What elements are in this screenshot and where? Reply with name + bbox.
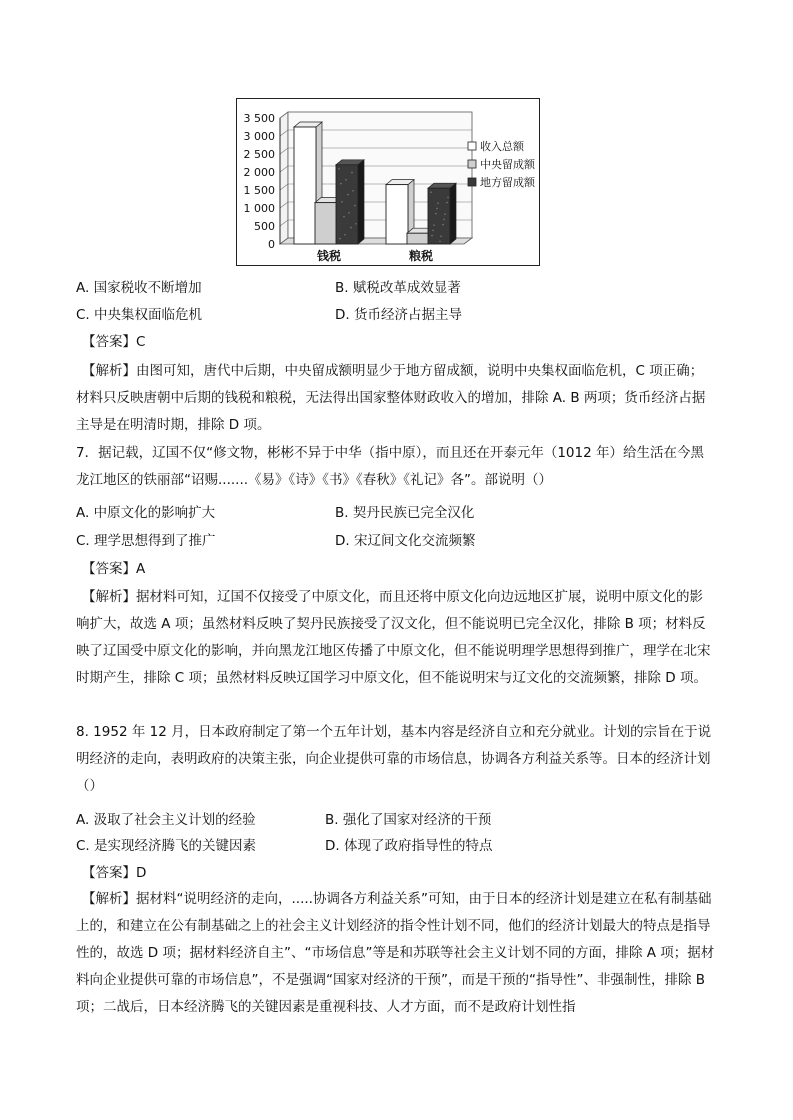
bar-texture-dot [352,190,354,192]
bar-texture-dot [344,234,346,236]
bar-texture-dot [431,235,433,237]
y-tick-label: 3 500 [243,112,275,125]
q6-answer: 【答案】C [82,334,146,350]
bar-0-0 [294,127,316,244]
bar-texture-dot [442,224,444,226]
q7-option-a: A. 中原文化的影响扩大 [76,505,216,521]
q6-option-c: C. 中央集权面临危机 [76,307,203,323]
bar-texture-dot [435,213,437,215]
q6-option-b: B. 赋税改革成效显著 [335,280,461,296]
q6-option-d: D. 货币经济占据主导 [335,307,462,323]
q7-stem: 7．据记载，辽国不仅“修文物，彬彬不异于中华（指中原），而且还在开泰元年（1012 年）给生活在今黑龙江地区的铁丽部“诏赐.......《易》《诗》《书》《春秋》《礼记》各”。部说明（） [76,445,704,488]
bar-texture-dot [354,205,356,207]
q6-analysis: 【解析】由图可知，唐代中后期，中央留成额明显少于地方留成额，说明中央集权面临危机，C 项正确；材料只反映唐朝中后期的钱税和粮税，无法得出国家整体财政收入的增加，排除 A. B 两项；货币经济占据主导是在明清时期，排除 D 项。 [76,363,706,433]
q7-option-c: C. 理学思想得到了推广 [76,533,216,549]
y-tick-label: 2 500 [243,148,275,161]
bar-texture-dot [444,213,446,215]
bar-texture-dot [439,241,441,243]
bar-texture-dot [440,235,442,237]
bar-texture-dot [345,179,347,181]
bar-texture-dot [430,191,432,193]
bar-side [450,183,456,244]
y-tick-label: 1 000 [243,202,275,215]
q8-option-b: B. 强化了国家对经济的干预 [325,812,492,828]
bar-texture-dot [351,172,353,174]
bar-texture-dot [347,194,349,196]
bar-texture-dot [437,202,439,204]
bar-texture-dot [338,168,340,170]
bar-texture-dot [350,227,352,229]
y-tick-label: 2 000 [243,166,275,179]
bar-0-2 [336,165,358,244]
bar-texture-dot [355,223,357,225]
y-tick-label: 1 500 [243,184,275,197]
bar-texture-dot [340,183,342,185]
legend-label-1: 中央留成额 [480,158,535,171]
bar-texture-dot [339,238,341,240]
bar-texture-dot [343,216,345,218]
y-tick-label: 0 [268,238,275,251]
q7-option-d: D. 宋辽间文化交流频繁 [335,533,476,549]
q7-option-b: B. 契丹民族已完全汉化 [335,505,475,521]
bar-texture-dot [348,212,350,214]
bar-texture-dot [447,197,449,199]
q8-answer: 【答案】D [82,865,147,881]
x-category-label: 钱税 [316,249,342,263]
bar-texture-dot [443,219,445,221]
q8-option-c: C. 是实现经济腾飞的关键因素 [76,838,257,854]
bar-side [358,160,364,244]
q7-analysis: 【解析】据材料可知，辽国不仅接受了中原文化，而且还将中原文化向边远地区扩展，说明中原文化的影响扩大，故选 A 项；虽然材料反映了契丹民族接受了汉文化，但不能说明已完全汉化，排除 B 项；材料反映了辽国受中原文化的影响，并向黑龙江地区传播了中原文化，但不能说明理学思想得到推广，理学在北宋时期产生，排除 C 项；虽然材料反映辽国学习中原文化，但不能说明宋与辽文化的交流频繁，排除 D 项。 [76,589,711,686]
q6-option-a: A. 国家税收不断增加 [76,280,202,296]
bar-1-1 [407,233,429,244]
tax-bar-chart [236,98,540,266]
bar-texture-dot [433,224,435,226]
bar-texture-dot [446,202,448,204]
chart-svg [236,98,540,266]
bar-texture-dot [436,208,438,210]
bar-0-1 [315,203,337,244]
legend-swatch-1 [468,160,476,168]
q8-option-d: D. 体现了政府指导性的特点 [325,838,493,854]
legend-swatch-0 [468,142,476,150]
x-category-label: 粮税 [408,249,434,263]
legend-swatch-2 [468,178,476,186]
y-tick-label: 3 000 [243,130,275,143]
bar-texture-dot [432,230,434,232]
legend-label-0: 收入总额 [480,140,524,153]
q8-option-a: A. 汲取了社会主义计划的经验 [76,812,256,828]
legend-label-2: 地方留成额 [480,176,535,189]
bar-texture-dot [341,201,343,203]
chart-side-wall [280,112,288,244]
y-tick-label: 500 [254,220,275,233]
q8-analysis: 【解析】据材料“说明经济的走向，.....协调各方利益关系”可知，由于日本的经济计划是建立在私有制基础上的，和建立在公有制基础之上的社会主义计划经济的指令性计划不同，他们的经济计划最大的特点是指导性的，故选 D 项；据材料经济自主”、“市场信息”等是和苏联等社会主义计划不同的方面，排除 A 项；据材料向企业提供可靠的市场信息”，不是强调“国家对经济的干预”，而是干预的“指导性”、非强制性，排除 B 项；二战后，日本经济腾飞的关键因素是重视科技、人才方面，而不是政府计划性指 [76,891,715,1015]
q7-answer: 【答案】A [82,561,146,577]
bar-1-0 [386,185,408,244]
q8-stem: 8. 1952 年 12 月，日本政府制定了第一个五年计划，基本内容是经济自立和充分就业。计划的宗旨在于说明经济的走向，表明政府的决策主张，向企业提供可靠的市场信息，协调各方利益关系等。日本的经济计划（） [76,724,712,794]
